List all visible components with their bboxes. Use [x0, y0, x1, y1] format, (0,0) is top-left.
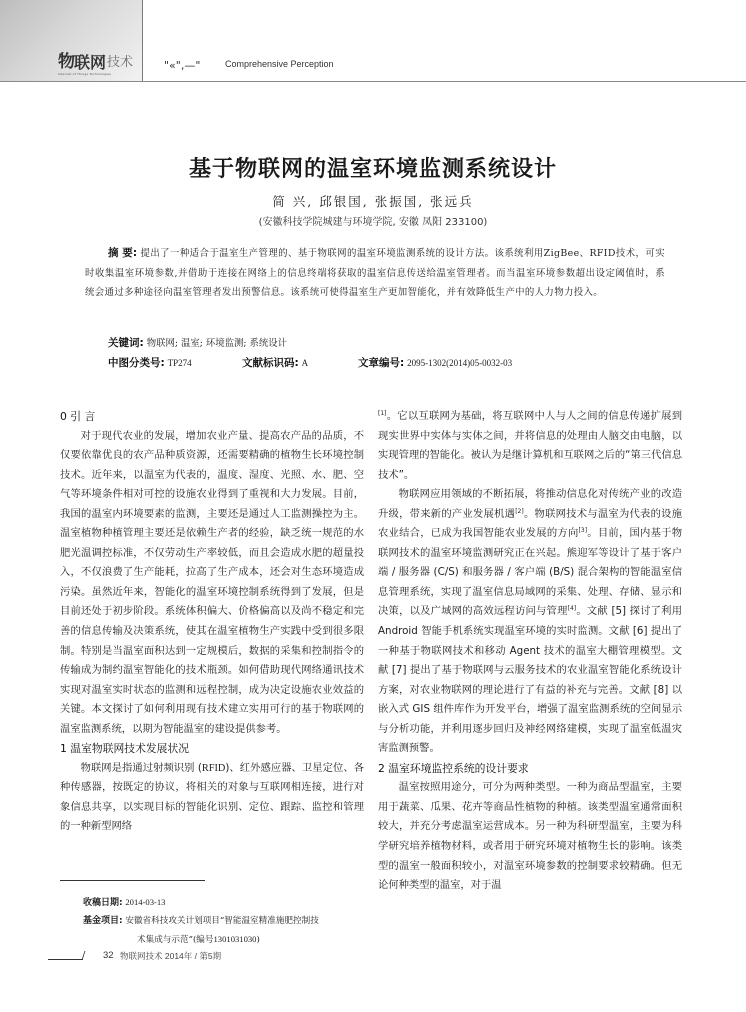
fund-project: 基金项目: 安徽省科技攻关计划项目“智能温室精准施肥控制技: [83, 916, 319, 926]
abstract: [85, 244, 665, 303]
fund-project-cont: 术集成与示范”(编号1301031030): [137, 934, 260, 945]
column-name: Comprehensive Perception: [225, 59, 334, 69]
page-footer-slash: /: [82, 950, 86, 961]
article-authors: 简 兴, 邱银国, 张振国, 张远兵: [272, 194, 474, 209]
logo-mark: 物: [58, 52, 74, 72]
footnote-rule: [60, 880, 205, 881]
doc-code: [242, 355, 308, 370]
doc-code-value: A: [301, 358, 309, 368]
keywords: [108, 335, 287, 350]
body-column-left: [60, 407, 364, 837]
keywords-label: 关键词:: [108, 337, 144, 349]
article-metadata: [108, 355, 668, 375]
citation-2: [2]: [515, 507, 524, 515]
article-title: 基于物联网的温室环境监测系统设计: [188, 156, 557, 182]
doc-code-label: 文献标识码:: [242, 357, 299, 369]
section-1-paragraph-2: 物联网应用领域的不断拓展，将推动信息化对传统产业的改造升级，带来新的产业发展机遇[2]。物联网技术与温室为代表的设施农业结合，已成为我国智能农业发展的方向[3]。目前，国内基于物联网技术的温室环境监测研究正在兴起。熊迎军等设计了基于客户端 / 服务器 (C/S) 和服务器 / 客户端 (B/S) 混合架构的智能温室信息管理系统，实现了温室信息局域网的采集、处理、存储、显示和决策，以及广域网的高效远程访问与管理[4]。文献 [5] 探讨了利用 Android 智能手机系统实现温室环境的实时监测。文献 [6] 提出了一种基于物联网技术和移动 Agent 技术的温室大棚管理模型。文献 [7] 提出了基于物联网与云服务技术的农业温室智能化系统设计方案，对农业物联网的理论进行了有益的补充与完善。文献 [8] 以嵌入式 GIS 组件库作为开发平台，增强了温室监测系统的空间显示与分析功能，并利用逐步回归及神经网络建模，实现了温室低温灾害监测预警。: [378, 488, 683, 755]
received-date: 收稿日期: 2014-03-13: [83, 897, 166, 908]
section-1-heading: 1 温室物联网技术发展状况: [60, 742, 190, 756]
header-rule: [0, 81, 746, 82]
citation-1: [1]: [378, 410, 387, 417]
abstract-label: 摘 要:: [108, 247, 138, 259]
article-number-label: 文章编号:: [358, 357, 405, 369]
author-affiliation: (安徽科技学院城建与环境学院, 安徽 凤阳 233100): [258, 217, 488, 228]
logo-main-text: 联网: [74, 53, 107, 72]
clc-code: [108, 355, 192, 370]
logo-side-text: 技术: [107, 55, 134, 70]
article-number: [358, 355, 512, 370]
journal-logo: [58, 52, 134, 76]
page-number: 32: [103, 950, 114, 961]
keywords-text: 物联网; 温室; 环境监测; 系统设计: [146, 338, 287, 349]
footnote: [83, 893, 319, 949]
logo-subtitle: Internet of Things Technologies: [58, 72, 112, 76]
citation-4: [4]: [567, 605, 577, 613]
body-column-right: [378, 407, 682, 896]
section-1-paragraph-1-cont: [1]。它以互联网为基础，将互联网中人与人之间的信息传递扩展到现实世界中实体与实体之间，并将信息的处理由人脑交由电脑，以实现管理的智能化。被认为是继计算机和互联网之后的“第三代信息技术”。: [378, 410, 682, 481]
article-number-value: 2095-1302(2014)05-0032-03: [407, 358, 513, 368]
section-2-heading: 2 温室环境监控系统的设计要求: [378, 761, 529, 775]
abstract-text: 提出了一种适合于温室生产管理的、基于物联网的温室环境监测系统的设计方法。该系统利用ZigBee、RFID技术，可实时收集温室环境参数,并借助于连接在网络上的信息终端将获取的温室信息传送给温室管理者。而当温室环境参数超出设定阈值时，系统会通过多种途径向温室管理者发出预警信息。该系统可使得温室生产更加智能化，并有效降低生产中的人力物力投入。: [85, 248, 665, 299]
clc-value: TP274: [167, 358, 192, 368]
journal-issue: 物联网技术 2014年 / 第5期: [120, 951, 222, 961]
citation-3: [3]: [578, 527, 588, 535]
section-0-heading: 0 引 言: [60, 410, 96, 423]
column-mark: "«",—": [164, 59, 201, 72]
section-1-paragraph-1-start: 物联网是指通过射频识别 (RFID)、红外感应器、卫星定位、各种传感器，按既定的协议，将相关的对象与互联网相连接，进行对象信息共享，以实现目标的智能化识别、定位、跟踪、监控和管理的一种新型网络: [60, 761, 364, 833]
section-0-paragraph: 对于现代农业的发展，增加农业产量、提高农产品的品质，不仅要依靠优良的农产品种质资源，还需要精确的植物生长环境控制技术。近年来，以温室为代表的，温度、湿度、光照、水、肥、空气等环境条件相对可控的设施农业得到了重视和大力发展。目前，我国的温室内环境要素的监测，主要还是通过人工监测操控为主。温室植物种植管理主要还是依赖生产者的经验，缺乏统一规范的水肥光温调控标准，不仅劳动生产率较低，而且会造成水肥的超量投入，不仅浪费了生产能耗，拉高了生产成本，还会对生态环境造成污染。虽然近年来，智能化的温室环境控制系统得到了发展，但是目前还处于初步阶段。系统体积偏大、价格偏高以及尚不稳定和完善的信息传输及决策系统，使其在温室植物生产实践中受到很多限制。特别是当温室面积达到一定规模后，数据的采集和控制指令的传输成为制约温室智能化的技术瓶颈。如何借助现代网络通讯技术实现对温室实时状态的监测和远程控制，成为决定设施农业效益的关键。本文探讨了如何利用现有技术建立实用可行的基于物联网的温室监测系统，以期为智能温室的建设提供参考。: [60, 429, 364, 735]
section-2-paragraph: 温室按照用途分，可分为两种类型。一种为商品型温室，主要用于蔬菜、瓜果、花卉等商品性植物的种植。该类型温室通常面积较大，并充分考虑温室运营成本。另一种为科研型温室，主要为科学研究培养植物材料，或者用于研究环境对植物生长的影响。该类型的温室一般面积较小，对温室环境参数的控制要求较精确。但无论何种类型的温室，对于温: [378, 781, 682, 892]
clc-label: 中图分类号:: [108, 357, 165, 369]
page-footer-rule: [48, 959, 83, 960]
